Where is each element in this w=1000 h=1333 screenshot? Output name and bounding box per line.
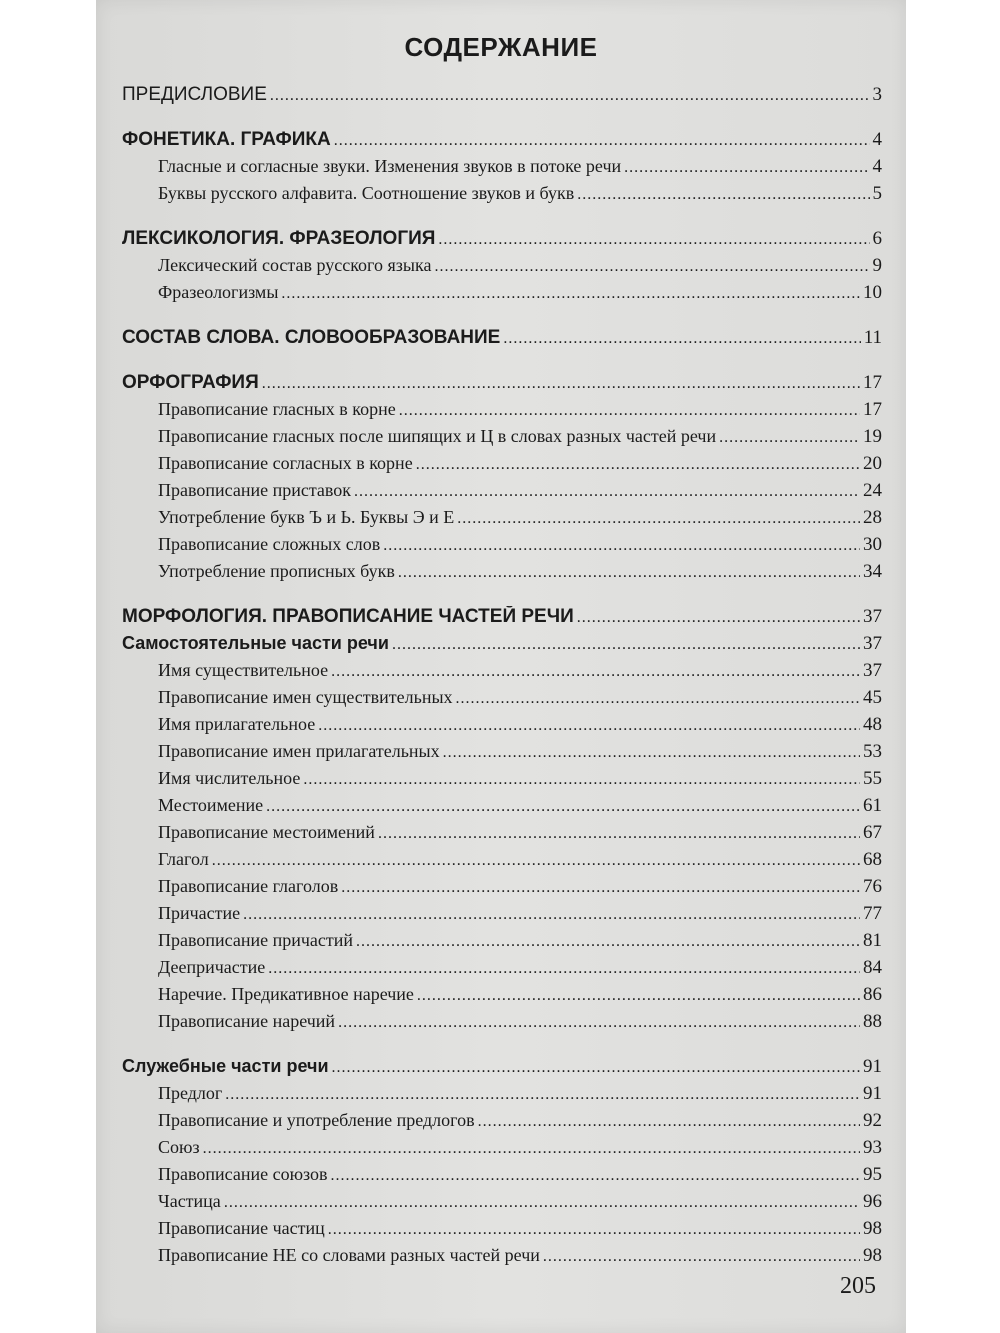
- toc-entry-title: Служебные части речи: [122, 1056, 329, 1076]
- toc-entry-title: Самостоятельные части речи: [122, 633, 389, 653]
- toc-item: [122, 1164, 882, 1191]
- toc-item: [122, 255, 882, 282]
- toc-entry-title: ПРЕДИСЛОВИЕ: [122, 84, 267, 105]
- toc-item: [122, 687, 882, 714]
- toc-entry-page: 4: [872, 156, 882, 177]
- toc-entry-page: 24: [863, 480, 882, 501]
- toc-entry-page: 45: [863, 687, 882, 708]
- toc-subsection: [122, 633, 882, 660]
- dot-leader: [503, 330, 860, 348]
- toc-entry-page: 20: [863, 453, 882, 474]
- dot-leader: [416, 456, 860, 474]
- toc-entry-title: Употребление букв Ъ и Ь. Буквы Э и Е: [158, 507, 455, 527]
- toc-entry-page: 37: [863, 633, 882, 654]
- toc-entry-page: 76: [863, 876, 882, 897]
- toc-item: [122, 1083, 882, 1110]
- toc-entry-title: Правописание сложных слов: [158, 534, 381, 554]
- page-number: 205: [840, 1273, 876, 1299]
- dot-leader: [719, 429, 860, 447]
- toc-entry-page: 81: [863, 930, 882, 951]
- dot-leader: [577, 186, 869, 204]
- toc-entry-title: ОРФОГРАФИЯ: [122, 372, 259, 393]
- toc-entry-title: Местоимение: [158, 795, 264, 815]
- toc-entry-title: Частица: [158, 1191, 221, 1211]
- toc-section: [122, 372, 882, 399]
- dot-leader: [334, 132, 870, 150]
- dot-leader: [332, 1059, 860, 1077]
- toc-entry-title: Правописание НЕ со словами разных частей речи: [158, 1245, 540, 1265]
- page-title: СОДЕРЖАНИЕ: [404, 32, 598, 62]
- toc-item: [122, 957, 882, 984]
- toc-item: [122, 453, 882, 480]
- toc-entry-title: Правописание имен прилагательных: [158, 741, 440, 761]
- toc-entry-page: 19: [863, 426, 882, 447]
- dot-leader: [225, 1086, 860, 1104]
- toc-entry-page: 6: [872, 228, 882, 249]
- toc-entry-page: 98: [863, 1245, 882, 1266]
- toc-entry-title: Правописание глаголов: [158, 876, 339, 896]
- toc-item: [122, 741, 882, 768]
- dot-leader: [438, 231, 869, 249]
- toc-section: [122, 228, 882, 255]
- toc-entry-title: Союз: [158, 1137, 200, 1157]
- toc-entry-page: 37: [863, 606, 882, 627]
- toc-section: [122, 129, 882, 156]
- dot-leader: [417, 987, 860, 1005]
- toc-entry-page: 91: [863, 1056, 882, 1077]
- toc-item: [122, 714, 882, 741]
- toc-section: [122, 84, 882, 111]
- book-page: [96, 0, 906, 1333]
- dot-leader: [281, 285, 860, 303]
- toc-entry-page: 91: [863, 1083, 882, 1104]
- toc-entry-page: 98: [863, 1218, 882, 1239]
- toc-entry-page: 53: [863, 741, 882, 762]
- toc-entry-page: 84: [863, 957, 882, 978]
- toc-item: [122, 282, 882, 309]
- toc-item: [122, 768, 882, 795]
- dot-leader: [224, 1194, 860, 1212]
- toc-entry-title: Имя прилагательное: [158, 714, 316, 734]
- toc-item: [122, 930, 882, 957]
- toc-entry-title: Правописание причастий: [158, 930, 354, 950]
- dot-leader: [318, 717, 860, 735]
- dot-leader: [399, 402, 860, 420]
- toc-entry-title: Глагол: [158, 849, 209, 869]
- dot-leader: [543, 1248, 860, 1266]
- dot-leader: [383, 537, 860, 555]
- toc-entry-title: Правописание местоимений: [158, 822, 375, 842]
- toc-item: [122, 156, 882, 183]
- dot-leader: [331, 663, 860, 681]
- table-of-contents: [122, 84, 882, 1272]
- toc-entry-page: 10: [863, 282, 882, 303]
- dot-leader: [268, 960, 860, 978]
- toc-item: [122, 1218, 882, 1245]
- toc-section: [122, 327, 882, 354]
- toc-section: [122, 606, 882, 633]
- toc-entry-title: Причастие: [158, 903, 241, 923]
- toc-entry-page: 55: [863, 768, 882, 789]
- toc-entry-title: Употребление прописных букв: [158, 561, 395, 581]
- dot-leader: [378, 825, 860, 843]
- dot-leader: [356, 933, 860, 951]
- toc-entry-page: 95: [863, 1164, 882, 1185]
- toc-entry-page: 88: [863, 1011, 882, 1032]
- toc-entry-page: 17: [863, 372, 882, 393]
- toc-item: [122, 1011, 882, 1038]
- toc-entry-title: ФОНЕТИКА. ГРАФИКА: [122, 129, 331, 150]
- dot-leader: [331, 1167, 860, 1185]
- toc-entry-title: Имя существительное: [158, 660, 329, 680]
- toc-entry-title: МОРФОЛОГИЯ. ПРАВОПИСАНИЕ ЧАСТЕЙ РЕЧИ: [122, 606, 574, 627]
- toc-entry-title: Наречие. Предикативное наречие: [158, 984, 414, 1004]
- toc-entry-page: 48: [863, 714, 882, 735]
- dot-leader: [328, 1221, 860, 1239]
- toc-item: [122, 795, 882, 822]
- toc-entry-page: 92: [863, 1110, 882, 1131]
- toc-entry-page: 93: [863, 1137, 882, 1158]
- dot-leader: [398, 564, 860, 582]
- dot-leader: [270, 87, 870, 105]
- toc-entry-title: Правописание союзов: [158, 1164, 328, 1184]
- toc-entry-title: Предлог: [158, 1083, 223, 1103]
- dot-leader: [341, 879, 860, 897]
- dot-leader: [443, 744, 860, 762]
- toc-entry-title: Правописание гласных после шипящих и Ц в словах разных частей речи: [158, 426, 717, 446]
- toc-entry-page: 77: [863, 903, 882, 924]
- dot-leader: [624, 159, 869, 177]
- dot-leader: [338, 1014, 860, 1032]
- toc-entry-title: Правописание приставок: [158, 480, 352, 500]
- toc-item: [122, 822, 882, 849]
- toc-item: [122, 1110, 882, 1137]
- dot-leader: [577, 609, 860, 627]
- toc-item: [122, 660, 882, 687]
- toc-item: [122, 849, 882, 876]
- toc-item: [122, 1191, 882, 1218]
- toc-item: [122, 1245, 882, 1272]
- toc-entry-title: Деепричастие: [158, 957, 266, 977]
- dot-leader: [243, 906, 860, 924]
- toc-entry-title: Правописание наречий: [158, 1011, 336, 1031]
- toc-entry-page: 86: [863, 984, 882, 1005]
- dot-leader: [456, 690, 860, 708]
- dot-leader: [262, 375, 860, 393]
- toc-item: [122, 561, 882, 588]
- toc-entry-page: 67: [863, 822, 882, 843]
- dot-leader: [354, 483, 860, 501]
- toc-entry-title: Правописание согласных в корне: [158, 453, 413, 473]
- toc-entry-page: 17: [863, 399, 882, 420]
- toc-entry-page: 61: [863, 795, 882, 816]
- toc-item: [122, 399, 882, 426]
- toc-entry-page: 5: [872, 183, 882, 204]
- toc-entry-page: 96: [863, 1191, 882, 1212]
- dot-leader: [266, 798, 860, 816]
- dot-leader: [212, 852, 860, 870]
- toc-entry-title: Правописание и употребление предлогов: [158, 1110, 475, 1130]
- toc-entry-title: Правописание частиц: [158, 1218, 325, 1238]
- toc-item: [122, 1137, 882, 1164]
- toc-subsection: [122, 1056, 882, 1083]
- toc-entry-page: 11: [863, 327, 882, 348]
- dot-leader: [434, 258, 869, 276]
- toc-item: [122, 426, 882, 453]
- toc-entry-page: 9: [872, 255, 882, 276]
- dot-leader: [392, 636, 860, 654]
- toc-item: [122, 480, 882, 507]
- toc-entry-page: 3: [872, 84, 882, 105]
- toc-entry-page: 28: [863, 507, 882, 528]
- toc-item: [122, 507, 882, 534]
- toc-entry-page: 30: [863, 534, 882, 555]
- toc-entry-title: Лексический состав русского языка: [158, 255, 432, 275]
- toc-item: [122, 183, 882, 210]
- toc-entry-page: 4: [872, 129, 882, 150]
- toc-item: [122, 903, 882, 930]
- toc-entry-title: СОСТАВ СЛОВА. СЛОВООБРАЗОВАНИЕ: [122, 327, 501, 348]
- toc-entry-title: Правописание имен существительных: [158, 687, 453, 707]
- toc-entry-title: Имя числительное: [158, 768, 301, 788]
- toc-entry-title: Правописание гласных в корне: [158, 399, 396, 419]
- toc-entry-page: 34: [863, 561, 882, 582]
- toc-entry-title: Буквы русского алфавита. Соотношение звуков и букв: [158, 183, 575, 203]
- dot-leader: [203, 1140, 860, 1158]
- toc-entry-title: Фразеологизмы: [158, 282, 279, 302]
- toc-entry-title: Гласные и согласные звуки. Изменения звуков в потоке речи: [158, 156, 622, 176]
- toc-item: [122, 534, 882, 561]
- dot-leader: [478, 1113, 860, 1131]
- toc-item: [122, 984, 882, 1011]
- toc-item: [122, 876, 882, 903]
- toc-entry-page: 37: [863, 660, 882, 681]
- dot-leader: [457, 510, 860, 528]
- toc-entry-page: 68: [863, 849, 882, 870]
- toc-entry-title: ЛЕКСИКОЛОГИЯ. ФРАЗЕОЛОГИЯ: [122, 228, 436, 249]
- dot-leader: [303, 771, 860, 789]
